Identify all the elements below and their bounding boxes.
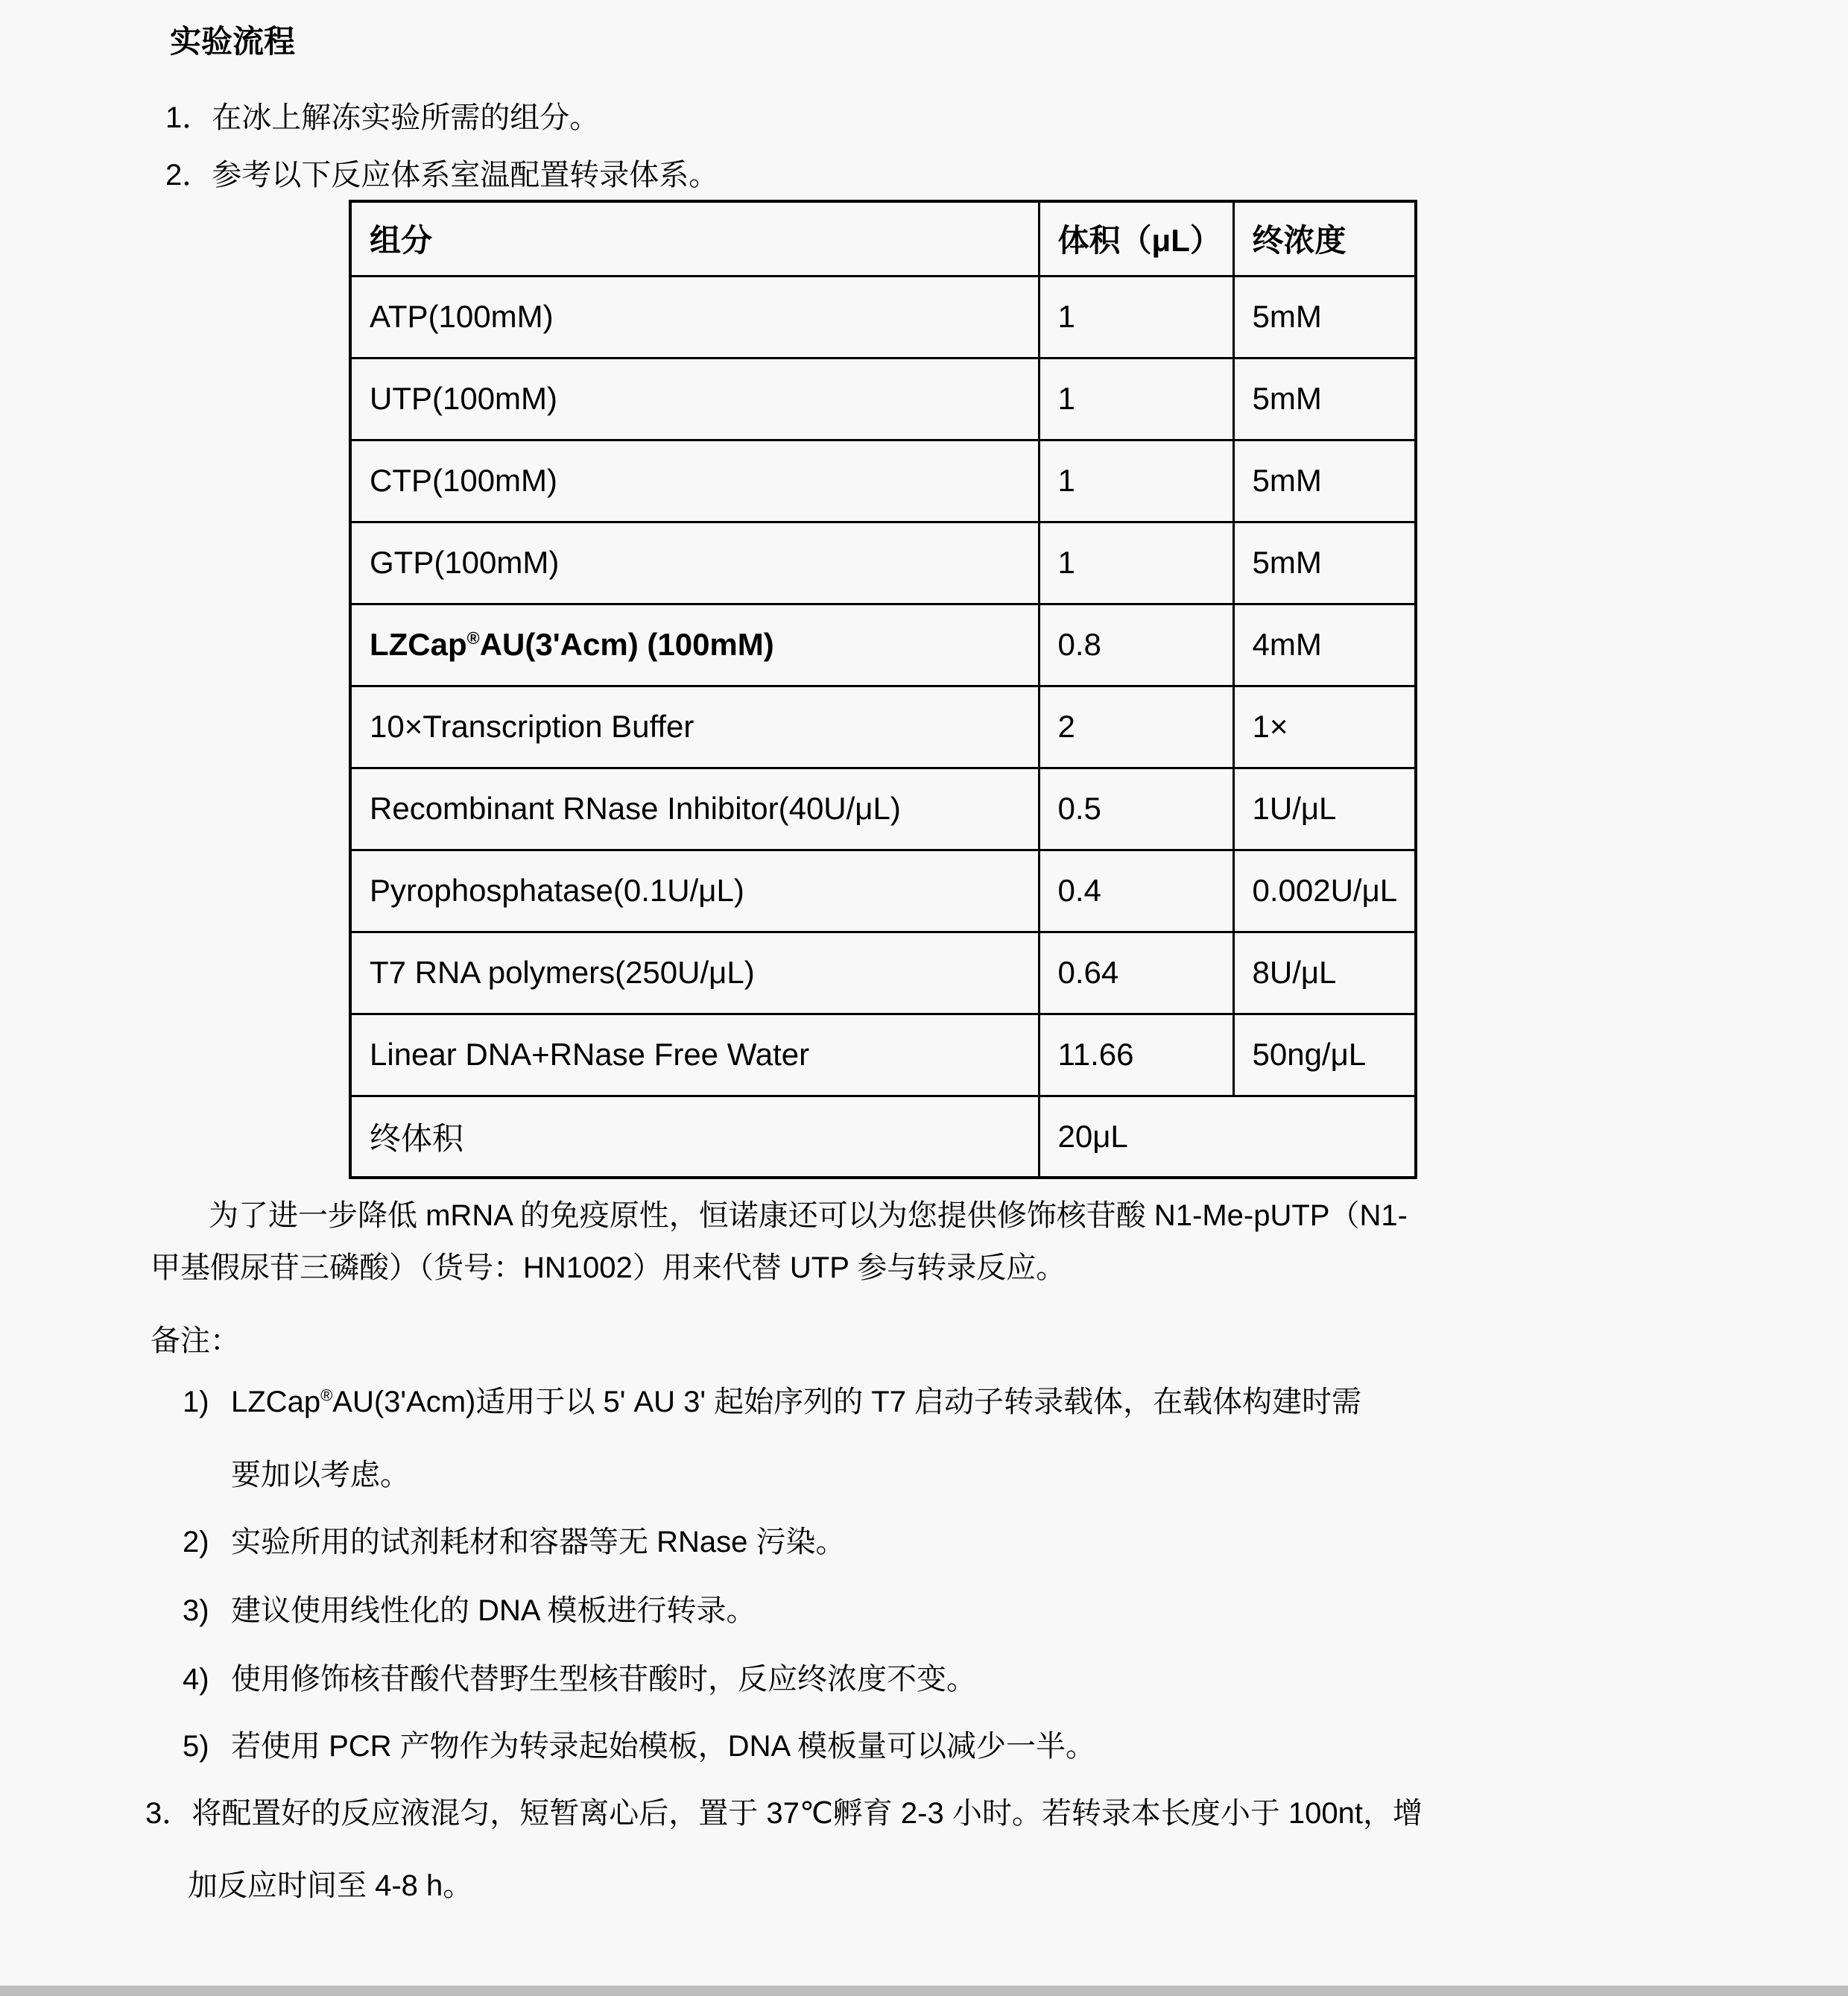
volume-cell: 0.8 bbox=[1039, 604, 1233, 686]
note-1-text: LZCap®AU(3'Acm)适用于以 5' AU 3' 起始序列的 T7 启动子转录载体，在载体构建时需 bbox=[231, 1386, 1362, 1418]
paragraph-line-1: 为了进一步降低 mRNA 的免疫原性，恒诺康还可以为您提供修饰核苷酸 N1-Me-pUTP（N1- bbox=[209, 1199, 1408, 1232]
table-row bbox=[350, 1014, 1416, 1096]
note-item-2 bbox=[183, 1523, 846, 1561]
note-item-5 bbox=[183, 1728, 1095, 1765]
final-conc-cell: 1U/μL bbox=[1233, 768, 1416, 850]
component-cell: GTP(100mM) bbox=[350, 522, 1039, 604]
volume-cell: 20μL bbox=[1039, 1096, 1416, 1178]
table-row bbox=[350, 358, 1416, 440]
col-header-component: 组分 bbox=[350, 201, 1039, 276]
table-row bbox=[350, 276, 1416, 358]
table-row bbox=[350, 932, 1416, 1014]
reaction-system-table bbox=[349, 200, 1417, 1179]
final-conc-cell: 0.002U/μL bbox=[1233, 850, 1416, 932]
notes-label: 备注： bbox=[151, 1324, 240, 1357]
note-item-1-line2: 要加以考虑。 bbox=[231, 1459, 410, 1491]
step-1-text: 在冰上解冻实验所需的组分。 bbox=[212, 101, 600, 134]
volume-cell: 0.64 bbox=[1039, 932, 1233, 1014]
note-5-text: 若使用 PCR 产物作为转录起始模板，DNA 模板量可以减少一半。 bbox=[231, 1730, 1096, 1763]
final-conc-cell: 1× bbox=[1233, 686, 1416, 768]
step-1-number: 1． bbox=[165, 101, 212, 134]
step-3 bbox=[145, 1795, 1423, 1832]
table-row bbox=[350, 768, 1416, 850]
note-4-text: 使用修饰核苷酸代替野生型核苷酸时，反应终浓度不变。 bbox=[231, 1663, 976, 1696]
final-conc-cell: 5mM bbox=[1233, 440, 1416, 522]
volume-cell: 1 bbox=[1039, 276, 1233, 358]
component-cell: Linear DNA+RNase Free Water bbox=[350, 1014, 1039, 1096]
step-2-number: 2． bbox=[165, 159, 212, 192]
volume-cell: 11.66 bbox=[1039, 1014, 1233, 1096]
component-cell: UTP(100mM) bbox=[350, 358, 1039, 440]
final-conc-cell: 5mM bbox=[1233, 358, 1416, 440]
table-row bbox=[350, 850, 1416, 932]
volume-cell: 2 bbox=[1039, 686, 1233, 768]
step-3-text-line1: 将配置好的反应液混匀，短暂离心后，置于 37℃孵育 2-3 小时。若转录本长度小于 100nt，增 bbox=[192, 1797, 1423, 1830]
note-item-3 bbox=[183, 1592, 756, 1629]
component-cell: CTP(100mM) bbox=[350, 440, 1039, 522]
note-5-number: 5) bbox=[183, 1730, 209, 1763]
step-2 bbox=[165, 157, 718, 194]
step-2-text: 参考以下反应体系室温配置转录体系。 bbox=[212, 159, 719, 192]
note-item-4 bbox=[183, 1661, 976, 1698]
step-3-text-line2: 加反应时间至 4-8 h。 bbox=[188, 1869, 473, 1902]
final-conc-cell: 5mM bbox=[1233, 276, 1416, 358]
volume-cell: 0.5 bbox=[1039, 768, 1233, 850]
reaction-table-body bbox=[350, 276, 1416, 1178]
paragraph-line-2: 甲基假尿苷三磷酸）（货号：HN1002）用来代替 UTP 参与转录反应。 bbox=[151, 1251, 1066, 1284]
note-1-number: 1) bbox=[183, 1386, 209, 1418]
table-row bbox=[350, 522, 1416, 604]
note-item-1 bbox=[183, 1383, 1361, 1421]
table-header-row bbox=[350, 201, 1416, 276]
volume-cell: 1 bbox=[1039, 440, 1233, 522]
table-row bbox=[350, 686, 1416, 768]
page-title: 实验流程 bbox=[170, 24, 296, 59]
component-cell: Pyrophosphatase(0.1U/μL) bbox=[350, 850, 1039, 932]
table-row bbox=[350, 1096, 1416, 1178]
table-row bbox=[350, 440, 1416, 522]
table-header bbox=[350, 201, 1416, 276]
component-cell: LZCap®AU(3'Acm) (100mM) bbox=[350, 604, 1039, 686]
component-cell: Recombinant RNase Inhibitor(40U/μL) bbox=[350, 768, 1039, 850]
volume-cell: 1 bbox=[1039, 522, 1233, 604]
component-cell: 终体积 bbox=[350, 1096, 1039, 1178]
col-header-volume: 体积（μL） bbox=[1039, 201, 1233, 276]
step-1 bbox=[165, 99, 599, 136]
final-conc-cell: 8U/μL bbox=[1233, 932, 1416, 1014]
final-conc-cell: 4mM bbox=[1233, 604, 1416, 686]
note-4-number: 4) bbox=[183, 1663, 209, 1696]
note-2-text: 实验所用的试剂耗材和容器等无 RNase 污染。 bbox=[231, 1526, 846, 1558]
note-3-number: 3) bbox=[183, 1594, 209, 1627]
component-cell: ATP(100mM) bbox=[350, 276, 1039, 358]
volume-cell: 0.4 bbox=[1039, 850, 1233, 932]
table-row bbox=[350, 604, 1416, 686]
note-3-text: 建议使用线性化的 DNA 模板进行转录。 bbox=[231, 1594, 756, 1627]
step-3-number: 3． bbox=[145, 1797, 192, 1830]
page-bottom-edge bbox=[0, 1986, 1848, 1996]
final-conc-cell: 5mM bbox=[1233, 522, 1416, 604]
component-cell: 10×Transcription Buffer bbox=[350, 686, 1039, 768]
note-2-number: 2) bbox=[183, 1526, 209, 1558]
final-conc-cell: 50ng/μL bbox=[1233, 1014, 1416, 1096]
volume-cell: 1 bbox=[1039, 358, 1233, 440]
col-header-final-conc: 终浓度 bbox=[1233, 201, 1416, 276]
component-cell: T7 RNA polymers(250U/μL) bbox=[350, 932, 1039, 1014]
